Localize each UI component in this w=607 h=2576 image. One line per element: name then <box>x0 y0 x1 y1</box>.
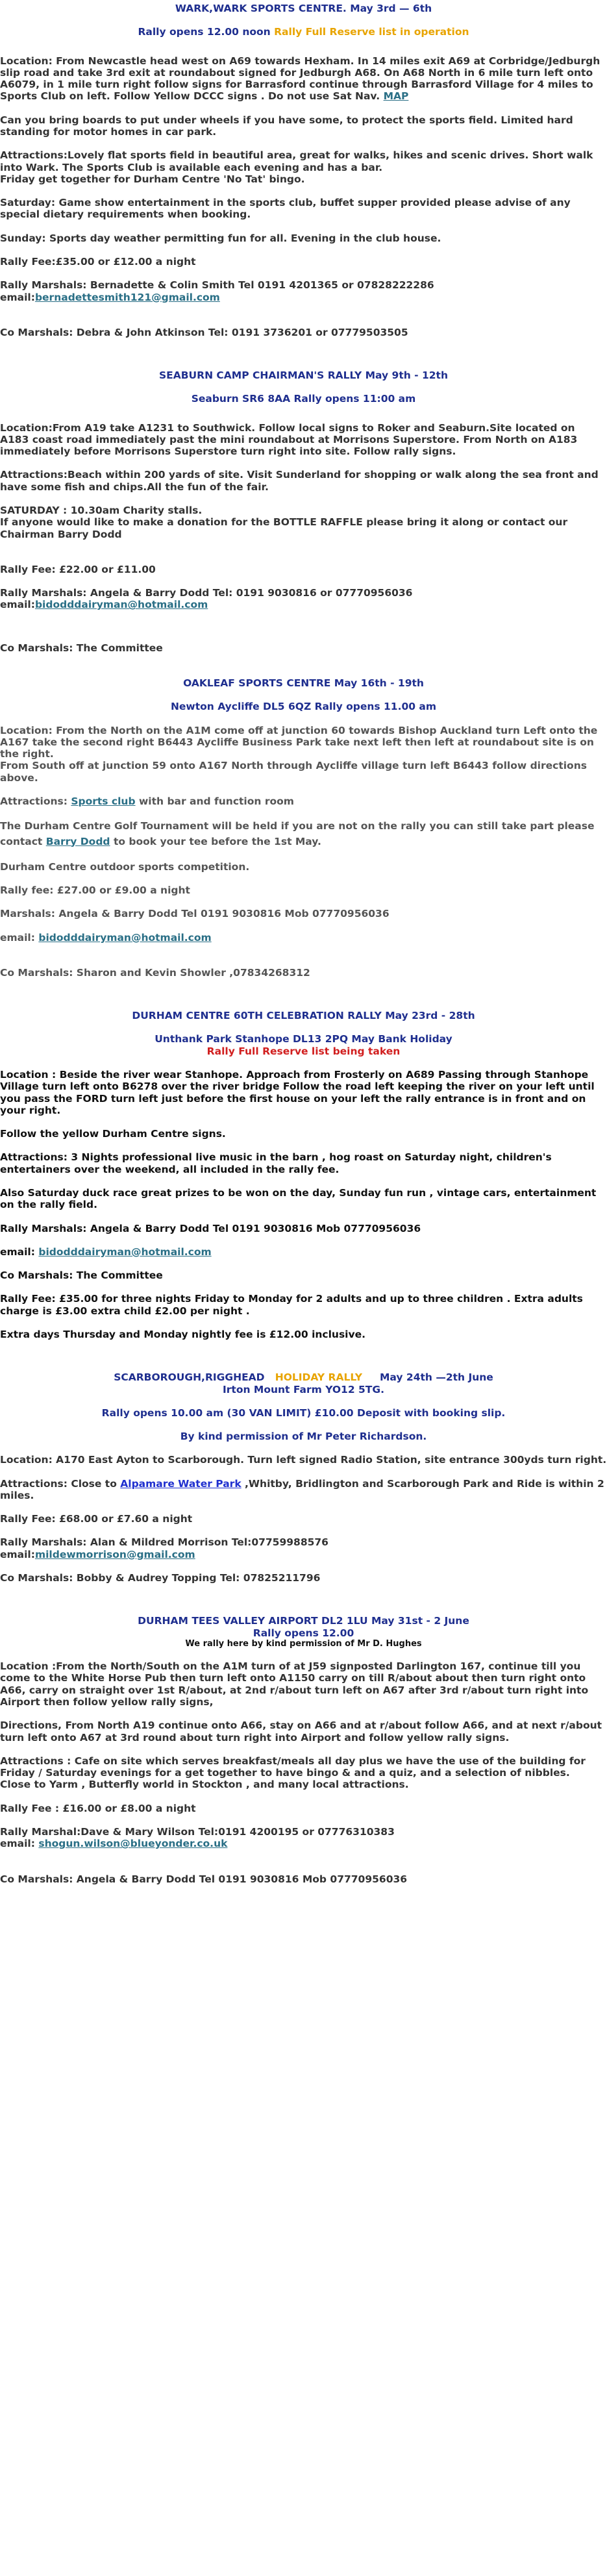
rally-title: DURHAM CENTRE 60TH CELEBRATION RALLY May 23rd - 28th <box>132 1010 475 1022</box>
co-marshals: Co Marshals: Debra & John Atkinson Tel: 0191 3736201 or 07779503505 <box>0 326 408 338</box>
email-link[interactable]: bidodddairyman@hotmail.com <box>38 1245 212 1258</box>
rally-opens: Rally opens 10.00 am (30 VAN LIMIT) £10.00 Deposit with booking slip. <box>101 1407 506 1419</box>
sports-club-link[interactable]: Sports club <box>71 795 136 807</box>
attractions-text <box>0 1478 607 1502</box>
email-line <box>0 1838 607 1849</box>
rally-fee: Rally Fee : £16.00 or £8.00 a night <box>0 1802 196 1814</box>
location-south-text: From South off at junction 59 onto A167 North through Aycliffe village turn left B6443 follow directions above. <box>0 760 587 784</box>
rally-wark <box>0 3 607 338</box>
close-to-text: Close to Yarm , Butterfly world in Stockton , and many local attractions. <box>0 1779 409 1791</box>
outdoor-sports: Durham Centre outdoor sports competition. <box>0 860 250 873</box>
barry-dodd-link[interactable]: Barry Dodd <box>45 835 110 847</box>
rally-marshals: Rally Marshals: Angela & Barry Dodd Tel 0191 9030816 Mob 07770956036 <box>0 1222 421 1234</box>
rally-title: OAKLEAF SPORTS CENTRE May 16th - 19th <box>183 677 424 689</box>
email-line <box>0 1246 607 1258</box>
rally-opens-line <box>0 26 607 38</box>
reserve-note: Rally Full Reserve list being taken <box>206 1045 401 1057</box>
rally-title <box>0 1371 607 1383</box>
rally-opens: Rally opens 12.00 <box>253 1627 354 1639</box>
co-marshals: Co Marshals: The Committee <box>0 1269 163 1282</box>
attractions-text: Attractions : Cafe on site which serves breakfast/meals all day plus we have the use of the building for Friday / Saturday evenings for a get together to have bingo & and a quiz, and a selection of nibbles. <box>0 1755 586 1779</box>
permission-text: We rally here by kind permission of Mr D. Hughes <box>185 1638 422 1649</box>
rally-durham-60th <box>0 1010 607 1340</box>
attractions-text: Attractions: 3 Nights professional live music in the barn , hog roast on Saturday night, children's entertainers over the weekend, all included in the rally fee. <box>0 1151 552 1175</box>
email-label: email: <box>0 1245 35 1258</box>
rally-title: WARK,WARK SPORTS CENTRE. May 3rd — 6th <box>175 3 432 14</box>
rally-marshals: Rally Marshals: Angela & Barry Dodd Tel: 0191 9030816 or 07770956036 <box>0 587 413 599</box>
rally-fee: Rally Fee: £68.00 or £7.60 a night <box>0 1513 193 1525</box>
location-body: Location: From Newcastle head west on A69 towards Hexham. In 14 miles exit A69 at Corbridge/Jedburgh slip road and take 3rd exit at roundabout signed for Jedburgh A68. On A68 North in 6 mile turn left onto A6079, in 1 mile turn right follow signs for Barrasford continue through Barrasford Village for 4 miles to Sports Club on left. Follow Yellow DCCC signs . Do not use Sat Nav. <box>0 55 601 103</box>
saturday-text: SATURDAY : 10.30am Charity stalls. <box>0 505 203 517</box>
friday-text: Friday get together for Durham Centre 'No Tat' bingo. <box>0 173 305 185</box>
title-part-c: May 24th —2th June <box>380 1371 493 1384</box>
rally-subtitle: Irton Mount Farm YO12 5TG. <box>223 1383 384 1395</box>
rally-title: DURHAM TEES VALLEY AIRPORT DL2 1LU May 31st - 2 June <box>138 1615 469 1627</box>
golf-pre: The Durham Centre Golf Tournament will be held if you are not on the rally you can still take part please contact <box>0 820 595 847</box>
attractions-pre: Attractions: Close to <box>0 1477 117 1490</box>
attractions-rest: with bar and function room <box>138 795 294 807</box>
rally-seaburn <box>0 369 607 654</box>
location-text: Location:From A19 take A1231 to Southwick. Follow local signs to Roker and Seaburn.Site located on A183 coast road immediately past the mini roundabout at Morrisons Superstore. From North on A183 immediately before Morrisons Superstore turn right into site. Follow rally signs. <box>0 421 578 458</box>
email-line <box>0 932 607 944</box>
reserve-note: Rally Full Reserve list in operation <box>274 26 469 38</box>
signs-text: Follow the yellow Durham Centre signs. <box>0 1128 226 1140</box>
email-label: email: <box>0 599 35 611</box>
email-label: email: <box>0 291 35 303</box>
email-label: email: <box>0 931 35 944</box>
directions-text: Directions, From North A19 continue onto A66, stay on A66 and at r/about follow A66, and at next r/about turn left onto A67 at 3rd round about turn right into Airport and follow yellow rally signs. <box>0 1719 602 1744</box>
email-link[interactable]: mildewmorrison@gmail.com <box>34 1548 195 1560</box>
rally-subtitle: Seaburn SR6 8AA Rally opens 11:00 am <box>191 393 416 405</box>
attractions-text <box>0 795 607 807</box>
email-link[interactable]: shogun.wilson@blueyonder.co.uk <box>38 1838 228 1850</box>
rally-opens: Rally opens 12.00 noon <box>138 26 271 38</box>
rally-fee: Rally Fee: £35.00 for three nights Friday to Monday for 2 adults and up to three children . Extra adults charge is £3.00 extra child £2.00 per night . <box>0 1293 583 1317</box>
co-marshals: Co Marshals: The Committee <box>0 642 163 654</box>
rally-marshals: Rally Marshal:Dave & Mary Wilson Tel:0191 4200195 or 07776310383 <box>0 1826 395 1838</box>
rally-scarborough <box>0 1371 607 1584</box>
rally-subtitle: Newton Aycliffe DL5 6QZ Rally opens 11.00 am <box>170 701 437 713</box>
co-marshals: Co Marshals: Bobby & Audrey Topping Tel: 07825211796 <box>0 1572 321 1584</box>
attractions-label: Attractions: <box>0 795 68 807</box>
co-marshals: Co Marshals: Angela & Barry Dodd Tel 0191 9030816 Mob 07770956036 <box>0 1873 408 1885</box>
email-link[interactable]: bidodddairyman@hotmail.com <box>34 599 208 611</box>
extra-days: Extra days Thursday and Monday nightly fee is £12.00 inclusive. <box>0 1328 365 1340</box>
location-text <box>0 55 607 103</box>
golf-post: to book your tee before the 1st May. <box>113 835 321 847</box>
email-link[interactable]: bidodddairyman@hotmail.com <box>38 931 212 944</box>
rally-fee: Rally Fee:£35.00 or £12.00 a night <box>0 255 196 268</box>
raffle-text: If anyone would like to make a donation for the BOTTLE RAFFLE please bring it along or contact our Chairman Barry Dodd <box>0 516 568 540</box>
co-marshals: Co Marshals: Sharon and Kevin Showler ,07834268312 <box>0 966 310 979</box>
rally-fee: Rally fee: £27.00 or £9.00 a night <box>0 884 190 897</box>
alpamare-link[interactable]: Alpamare Water Park <box>120 1477 242 1490</box>
attractions-text: Attractions:Beach within 200 yards of site. Visit Sunderland for shopping or walk along the sea front and have some fish and chips.All the fun of the fair. <box>0 469 599 493</box>
also-text: Also Saturday duck race great prizes to be won on the day, Sunday fun run , vintage cars, entertainment on the rally field. <box>0 1186 597 1211</box>
rally-marshals: Rally Marshals: Alan & Mildred Morrison Tel:07759988576 <box>0 1536 328 1549</box>
attractions-post: ,Whitby, Bridlington and Scarborough Park and Ride is within 2 miles. <box>0 1477 604 1501</box>
rally-subtitle: Unthank Park Stanhope DL13 2PQ May Bank Holiday <box>155 1033 452 1045</box>
title-part-a: SCARBOROUGH,RIGGHEAD <box>114 1371 265 1384</box>
rally-oakleaf <box>0 677 607 979</box>
email-line <box>0 292 607 303</box>
permission-text: By kind permission of Mr Peter Richardson. <box>180 1431 427 1443</box>
location-text: Location: From the North on the A1M come off at junction 60 towards Bishop Auckland turn Left onto the A167 take the second right B6443 Aycliffe Business Park take next left then left at roundabout site is on the right. <box>0 724 598 760</box>
title-part-b: HOLIDAY RALLY <box>275 1371 363 1384</box>
rally-marshals: Rally Marshals: Bernadette & Colin Smith Tel 0191 4201365 or 07828222286 <box>0 279 434 292</box>
email-link[interactable]: bernadettesmith121@gmail.com <box>34 291 220 303</box>
email-label: email: <box>0 1548 35 1560</box>
rally-fee: Rally Fee: £22.00 or £11.00 <box>0 563 156 575</box>
location-text: Location : Beside the river wear Stanhope. Approach from Frosterly on A689 Passing through Stanhope Village turn left onto B6278 over the river bridge Follow the road left keeping the river on your left until you pass the FORD turn left just before the first house on your left the rally entrance is in front and on your right. <box>0 1069 595 1116</box>
email-line <box>0 599 607 610</box>
map-link[interactable]: MAP <box>383 90 409 103</box>
rally-marshals: Marshals: Angela & Barry Dodd Tel 0191 9030816 Mob 07770956036 <box>0 908 390 920</box>
attractions-text: Attractions:Lovely flat sports field in beautiful area, great for walks, hikes and scenic drives. Short walk into Wark. The Sports Club is available each evening and has a bar. <box>0 149 593 173</box>
golf-text <box>0 819 607 849</box>
email-label: email: <box>0 1838 35 1850</box>
location-text: Location: A170 East Ayton to Scarborough. Turn left signed Radio Station, site entrance 300yds turn right. <box>0 1454 607 1466</box>
boards-note: Can you bring boards to put under wheels if you have some, to protect the sports field. Limited hard standing for motor homes in car park. <box>0 114 573 138</box>
rally-tees-valley <box>0 1615 607 1885</box>
rally-title: SEABURN CAMP CHAIRMAN'S RALLY May 9th - 12th <box>158 369 448 382</box>
sunday-text: Sunday: Sports day weather permitting fun for all. Evening in the club house. <box>0 232 441 244</box>
saturday-text: Saturday: Game show entertainment in the sports club, buffet supper provided please advise of any special dietary requirements when booking. <box>0 197 571 221</box>
email-line <box>0 1549 607 1560</box>
location-text: Location :From the North/South on the A1M turn of at J59 signposted Darlington 167, continue till you come to the White Horse Pub then turn left onto A1150 carry on till R/about about then turn right onto A66, carry on straight over 1st R/about, at 2nd r/about turn left on A67 after 3rd r/about turn right into Airport then follow yellow rally signs, <box>0 1660 589 1708</box>
